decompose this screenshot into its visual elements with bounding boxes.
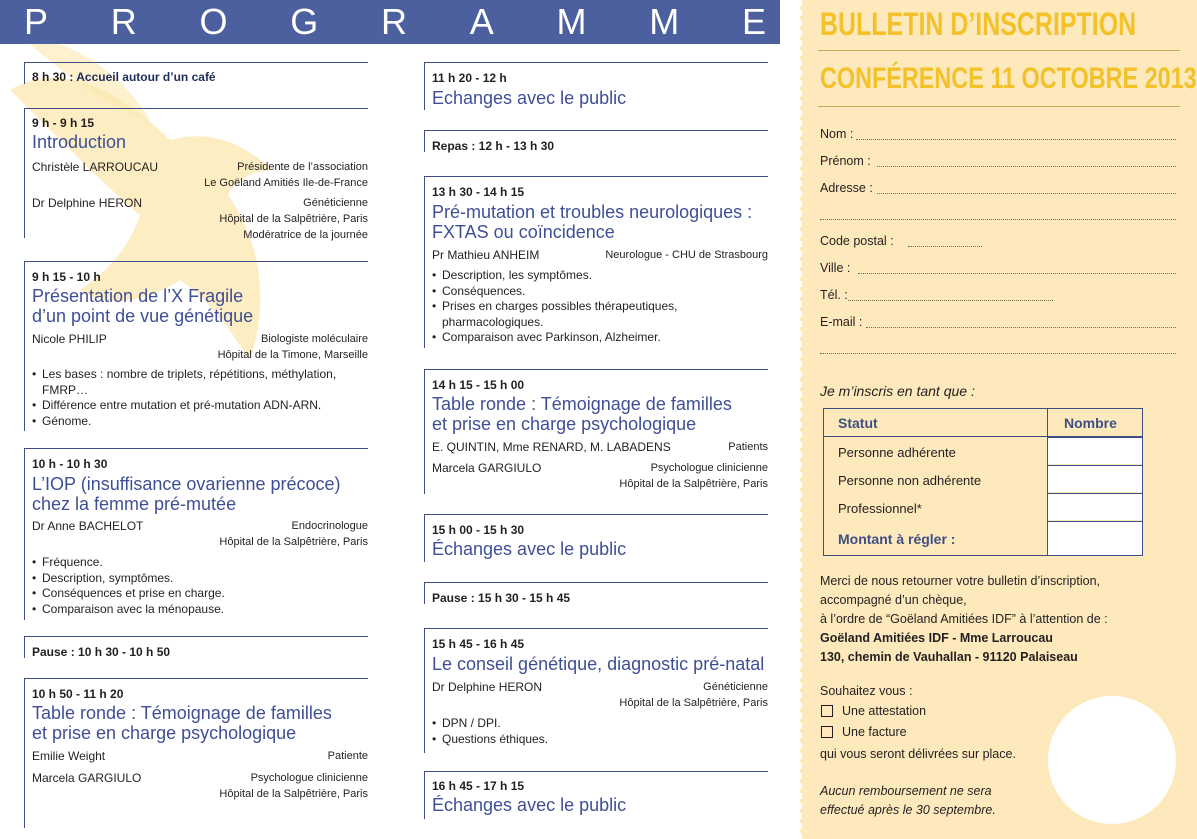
- refund-line: effectué après le 30 septembre.: [820, 803, 996, 817]
- prenom-field[interactable]: [877, 166, 1176, 167]
- inscription-label: Je m’inscris en tant que :: [820, 383, 975, 399]
- speaker-name: Marcela GARGIULO: [432, 461, 542, 475]
- session-title: d’un point de vue génétique: [32, 306, 254, 326]
- attestation-checkbox[interactable]: [821, 705, 833, 717]
- programme-letter: A: [469, 1, 496, 42]
- session-title: Table ronde : Témoignage de familles: [32, 703, 332, 723]
- session-time: 10 h - 10 h 30: [32, 457, 108, 471]
- session-time: 9 h - 9 h 15: [32, 116, 95, 130]
- session-title: Echanges avec le public: [432, 88, 627, 108]
- nom-label: Nom :: [820, 127, 854, 141]
- list-item: • Description, symptômes.: [32, 571, 372, 587]
- list-item: • Fréquence.: [32, 555, 372, 571]
- programme-letter: O: [199, 1, 230, 42]
- session-title: Présentation de l’X Fragile: [32, 286, 244, 306]
- speaker-role-line: Hôpital de la Timone, Marseille: [217, 349, 368, 361]
- speaker-role-line: Généticienne: [703, 681, 768, 693]
- session-title: Le conseil génétique, diagnostic pré-natal: [432, 654, 765, 674]
- speaker-role-line: Modératrice de la journée: [243, 229, 368, 241]
- speaker-role: [219, 770, 368, 802]
- list-item: • Description, les symptômes.: [432, 268, 772, 284]
- email-field-line2[interactable]: [820, 353, 1176, 354]
- session-time: 13 h 30 - 14 h 15: [432, 185, 525, 199]
- table-row-label: Montant à régler :: [838, 531, 956, 547]
- montant-input[interactable]: [1047, 521, 1142, 555]
- delivery-note: qui vous seront délivrées sur place.: [820, 747, 1016, 761]
- session-time: 16 h 45 - 17 h 15: [432, 779, 525, 793]
- speaker-role-line: Présidente de l’association: [237, 161, 368, 173]
- adresse-field[interactable]: [877, 193, 1176, 194]
- session-title: et prise en charge psychologique: [32, 723, 297, 743]
- instruction-line: à l’ordre de “Goëland Amitiées IDF” à l’attention de :: [820, 612, 1108, 626]
- speaker-name: Christèle LARROUCAU: [32, 160, 159, 174]
- programme-letter: M: [556, 1, 589, 42]
- list-item: • DPN / DPI.: [432, 716, 772, 732]
- programme-letter: M: [649, 1, 682, 42]
- speaker-role-line: Le Goëland Amitiés Ile-de-France: [204, 177, 368, 189]
- session-pause: Pause : 15 h 30 - 15 h 45: [432, 591, 571, 605]
- prenom-label: Prénom :: [820, 154, 871, 168]
- speaker-role-line: Psychologue clinicienne: [250, 772, 368, 784]
- form-subtitle: CONFÉRENCE 11 OCTOBRE 2013: [820, 62, 1197, 95]
- list-item: • Comparaison avec la ménopause.: [32, 602, 372, 618]
- programme-letter: R: [110, 1, 139, 42]
- code-postal-label: Code postal :: [820, 234, 894, 248]
- session-title: Introduction: [32, 132, 127, 152]
- table-row-label: Professionnel*: [838, 501, 922, 516]
- attestation-label: Une attestation: [842, 704, 927, 718]
- session-time: 15 h 45 - 16 h 45: [432, 637, 525, 651]
- speaker-name: Dr Delphine HERON: [32, 196, 143, 210]
- facture-label: Une facture: [842, 725, 907, 739]
- refund-line: Aucun remboursement ne sera: [820, 784, 992, 798]
- nom-field[interactable]: [856, 139, 1176, 140]
- speaker-role: Patiente: [327, 750, 368, 762]
- programme-title: [0, 0, 780, 44]
- speaker-role-line: Biologiste moléculaire: [261, 333, 368, 345]
- speaker-role-line: Psychologue clinicienne: [650, 462, 768, 474]
- speaker-role: [219, 195, 368, 243]
- bullet-list: [32, 367, 372, 429]
- session-title: Table ronde : Témoignage de familles: [432, 394, 732, 414]
- table-header-statut: Statut: [838, 415, 878, 431]
- list-item: • Prises en charges possibles thérapeutiques, pharmacologiques.: [432, 299, 772, 330]
- speaker-role-line: Hôpital de la Salpêtrière, Paris: [619, 697, 768, 709]
- bullet-list: [32, 555, 372, 617]
- programme-letter: G: [290, 1, 321, 42]
- list-item: • Les bases : nombre de triplets, répétitions, méthylation, FMRP…: [32, 367, 372, 398]
- session-repas: Repas : 12 h - 13 h 30: [432, 139, 555, 153]
- return-instructions: [820, 572, 1108, 667]
- list-item: • Conséquences.: [432, 284, 772, 300]
- session-time: 11 h 20 - 12 h: [432, 71, 507, 85]
- email-field[interactable]: [866, 327, 1176, 328]
- form-title: BULLETIN D’INSCRIPTION: [820, 6, 1137, 42]
- fold-line: [800, 0, 802, 839]
- bullet-list: [432, 716, 772, 747]
- speaker-role: Neurologue - CHU de Strasbourg: [605, 249, 768, 261]
- speaker-name: Marcela GARGIULO: [32, 771, 142, 785]
- session-time: 9 h 15 - 10 h: [32, 270, 101, 284]
- session-time: 15 h 00 - 15 h 30: [432, 523, 525, 537]
- session-time: 8 h 30 :: [32, 70, 74, 84]
- session-pause: Pause : 10 h 30 - 10 h 50: [32, 645, 171, 659]
- instruction-line: Merci de nous retourner votre bulletin d’inscription,: [820, 574, 1100, 588]
- session-title: Échanges avec le public: [432, 795, 627, 815]
- tel-field[interactable]: [848, 300, 1053, 301]
- ville-field[interactable]: [858, 273, 1176, 274]
- email-label: E-mail :: [820, 315, 863, 329]
- speaker-name: Dr Anne BACHELOT: [32, 519, 144, 533]
- speaker-role: [619, 679, 768, 711]
- adresse-label: Adresse :: [820, 181, 873, 195]
- speaker-role-line: Hôpital de la Salpêtrière, Paris: [219, 536, 368, 548]
- instruction-line: accompagné d’un chèque,: [820, 593, 967, 607]
- speaker-name: E. QUINTIN, Mme RENARD, M. LABADENS: [432, 440, 671, 454]
- speaker-role: [218, 331, 368, 363]
- facture-checkbox[interactable]: [821, 726, 833, 738]
- speaker-role-line: Hôpital de la Salpêtrière, Paris: [619, 478, 768, 490]
- speaker-role-line: Généticienne: [303, 197, 368, 209]
- session-title: et prise en charge psychologique: [432, 414, 697, 434]
- bullet-list: [432, 268, 772, 346]
- speaker-role-line: Hôpital de la Salpêtrière, Paris: [219, 213, 368, 225]
- refund-note: [820, 782, 996, 820]
- programme-letter: R: [380, 1, 409, 42]
- list-item: • Génome.: [32, 414, 372, 430]
- session-text: Accueil autour d’un café: [76, 70, 216, 84]
- souhaitez-label: Souhaitez vous :: [820, 684, 913, 698]
- speaker-name: Nicole PHILIP: [32, 332, 107, 346]
- programme-letter: E: [741, 1, 768, 42]
- session-time: 10 h 50 - 11 h 20: [32, 687, 124, 701]
- speaker-name: Dr Delphine HERON: [432, 680, 543, 694]
- speaker-role-line: Endocrinologue: [291, 520, 368, 532]
- speaker-role: [204, 159, 368, 191]
- speaker-name: Pr Mathieu ANHEIM: [432, 248, 540, 262]
- session-time: 14 h 15 - 15 h 00: [432, 378, 525, 392]
- address-line: 130, chemin de Vauhallan - 91120 Palaiseau: [820, 650, 1078, 664]
- list-item: • Différence entre mutation et pré-mutation ADN-ARN.: [32, 398, 372, 414]
- divider: [818, 106, 1180, 107]
- session-title: FXTAS ou coïncidence: [432, 222, 615, 242]
- nombre-adherente-input[interactable]: [1047, 437, 1142, 464]
- speaker-name: Emilie Weight: [32, 749, 106, 763]
- speaker-role-line: Hôpital de la Salpêtrière, Paris: [219, 788, 368, 800]
- adresse-field-line2[interactable]: [820, 219, 1176, 220]
- session-accueil: [32, 70, 216, 84]
- table-header-nombre: Nombre: [1064, 415, 1117, 431]
- programme-letter: P: [24, 1, 51, 42]
- ville-label: Ville :: [820, 261, 851, 275]
- address-line: Goëland Amitiées IDF - Mme Larroucau: [820, 631, 1053, 645]
- table-row-label: Personne adhérente: [838, 445, 956, 460]
- list-item: • Comparaison avec Parkinson, Alzheimer.: [432, 330, 772, 346]
- list-item: • Questions éthiques.: [432, 732, 772, 748]
- session-title: Échanges avec le public: [432, 539, 627, 559]
- registration-table: [823, 408, 1143, 556]
- table-row-label: Personne non adhérente: [838, 473, 982, 488]
- stamp-area: [1048, 696, 1176, 824]
- nombre-professionnel-input[interactable]: [1047, 493, 1142, 520]
- tel-label: Tél. :: [820, 288, 848, 302]
- speaker-role: Patients: [728, 441, 768, 453]
- nombre-non-adherente-input[interactable]: [1047, 465, 1142, 492]
- list-item: • Conséquences et prise en charge.: [32, 586, 372, 602]
- session-title: Pré-mutation et troubles neurologiques :: [432, 202, 753, 222]
- divider: [818, 50, 1180, 51]
- session-title: L’IOP (insuffisance ovarienne précoce): [32, 474, 341, 494]
- session-title: chez la femme pré-mutée: [32, 494, 237, 514]
- code-postal-field[interactable]: [908, 246, 982, 247]
- speaker-role: [219, 518, 368, 550]
- speaker-role: [619, 460, 768, 492]
